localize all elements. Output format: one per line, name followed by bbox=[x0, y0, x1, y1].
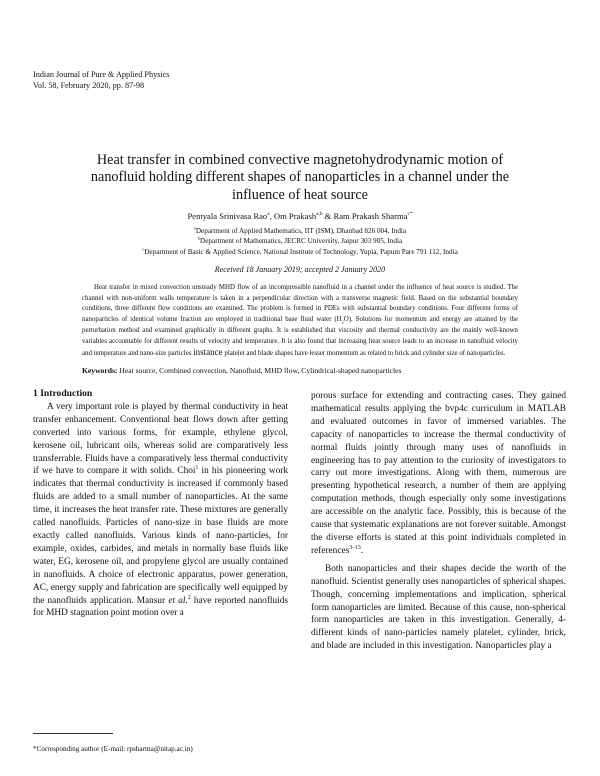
author-separator: , bbox=[269, 211, 274, 221]
affiliation-c-sup: c bbox=[142, 246, 145, 252]
abstract-instance-word: instance bbox=[193, 347, 223, 358]
paper-title: Heat transfer in combined convective magnetohydrodynamic motion of nanofluid holding different shapes of nanoparticles in a channel under the influence of heat source bbox=[90, 152, 510, 203]
author-1: Pentyala Srinivasa Rao bbox=[187, 211, 268, 221]
intro-paragraph-1 bbox=[33, 401, 288, 620]
author-separator: & bbox=[322, 211, 334, 221]
column-left bbox=[33, 388, 288, 620]
intro-paragraph-1-continued bbox=[311, 390, 566, 558]
intro-p2-text: porous surface for extending and contracting cases. They gained mathematical results applying the bvp4c curriculum in MATLAB and evaluated outcomes in favor of immersed variables. The capacity of nanoparticles to increase the thermal conductivity of normal fluids jointly through many uses of nanofluids in engineering has to pay attention to the curiosity of investigators to carry out more investigations. Along with them, numerous are presenting hypothetical research, a number of them are applying computation methods, though especially only some investigations are accessible on the analytic face. Possibly, this is because of the cause that systematic explanations are not forever suitable. Amongst the diverse efforts is stated at this point individuals completed in references bbox=[311, 391, 566, 556]
section-heading: 1 Introduction bbox=[33, 388, 93, 399]
intro-p1-etal: et al. bbox=[168, 595, 188, 606]
abstract-subscript: 2 bbox=[341, 319, 344, 325]
journal-name: Indian Journal of Pure & Applied Physics bbox=[33, 70, 170, 79]
affiliations bbox=[40, 226, 560, 257]
author-2-sup: a,b bbox=[316, 211, 323, 218]
footnote-rule bbox=[33, 733, 113, 734]
abstract-part-2: O). Solutions for momentum and energy are attained by the perturbation method and examined graphically in different graphs. It is established that viscosity and thermal conductivity are the mainly well-known variables accountable for different results of velocity and temperature. It is also found that increasing heat source leads to an increase in nanofluid velocity and temperature and nano-size particles bbox=[82, 316, 518, 358]
citation-sup: 2 bbox=[187, 594, 191, 601]
corresponding-author-footnote: *Corresponding author (E-mail: rpsharma@nitap.ac.in) bbox=[33, 745, 193, 753]
intro-p1-text-c: have reported nanofluids for MHD stagnation point motion over a bbox=[33, 595, 288, 619]
intro-p1-text-a: A very important role is played by thermal conductivity in heat transfer enhancement. Conventional heat flows down after getting converted into various forms, for example, ethylene glycol, kerosene oil, lubricant oils, whereas solid are comparatively less transferrable. Fluids have a comparatively less thermal conductivity if we have to compare it with solids. Choi bbox=[33, 401, 288, 477]
affiliation-c-text: Department of Basic & Applied Science, National Institute of Technology, Yupia, Papum Pare 791 112, India bbox=[144, 247, 458, 256]
journal-issue: Vol. 58, February 2020, pp. 87-98 bbox=[33, 81, 145, 90]
affiliation-a-text: Department of Applied Mathematics, IIT (ISM), Dhanbad 826 004, India bbox=[195, 227, 407, 235]
citation-sup: 3–13 bbox=[349, 544, 361, 551]
affiliation-a-sup: a bbox=[193, 225, 196, 231]
affiliation-b-text: Department of Mathematics, JECRC University, Jaipur 303 905, India bbox=[200, 237, 403, 246]
keywords-text: Heat source, Combined convection, Nanofluid, MHD flow, Cylindrical-shaped nanoparticles bbox=[117, 366, 402, 375]
abstract-part-3: platelet and blade shapes have lesser momentum as related to brick and cylinder size of nanoparticles. bbox=[222, 350, 506, 358]
keywords-label: Keywords: bbox=[82, 366, 118, 375]
column-right bbox=[311, 390, 566, 653]
intro-p1-text-b: in his pioneering work indicates that thermal conductivity is increased if commonly based fluids are added to a small number of nanoparticles. At the same time, it increases the heat transfer rate. These mixtures are generally called nanofluids. Particles of nano-size in base fluids are more exactly called nanofluids. Various kinds of nano-particles, for example, oxides, carbides, and metals in normally base fluids like water, EG, kerosene oil, and propylene glycol are usually contained in nanofluids. A choice of electronic apparatus, power generation, AC, energy supply and fabrication are specifically well equipped by the nanofluids application. Mansur bbox=[33, 466, 288, 606]
author-1-sup: a bbox=[267, 211, 270, 218]
affiliation-b bbox=[40, 236, 560, 246]
received-dates: Received 18 January 2019; accepted 2 January 2020 bbox=[214, 265, 386, 274]
intro-paragraph-2: Both nanoparticles and their shapes decide the worth of the nanofluid. Scientist generally uses nanoparticles of spherical shapes. Though, concerning implementations and implication, spherical form nanoparticles are limited. Because of this cause, non-spherical form nanoparticles are taken in this investigation. Generally, 4-different kinds of nano-particles namely platelet, cylinder, brick, and blade are included in this investigation. Nanoparticles play a bbox=[311, 563, 566, 652]
intro-p2-end: . bbox=[360, 545, 364, 556]
author-3: Ram Prakash Sharma bbox=[333, 211, 408, 221]
abstract bbox=[82, 283, 518, 360]
author-list bbox=[40, 211, 560, 222]
affiliation-a bbox=[40, 226, 560, 236]
citation-sup: 1 bbox=[195, 465, 199, 472]
keywords bbox=[82, 366, 532, 375]
journal-header bbox=[33, 69, 169, 91]
abstract-part-1: Heat transfer in mixed convection unsteady MHD flow of an incompressible nanofluid in a channel under the influence of heat source is studied. The channel with non-uniform walls temperature is taken in a perpendicular direction with a transverse magnetic field. Based on the substantial boundary conditions, three different flow conditions are examined. The problem is formed in PDEs with substantial boundary conditions. Four different forms of nanoparticles of identical volume fraction are employed in traditional base fluid water (H bbox=[82, 284, 518, 324]
author-3-sup: c* bbox=[407, 211, 413, 218]
affiliation-b-sup: b bbox=[197, 236, 201, 242]
affiliation-c bbox=[40, 247, 560, 257]
author-2: Om Prakash bbox=[273, 211, 317, 221]
